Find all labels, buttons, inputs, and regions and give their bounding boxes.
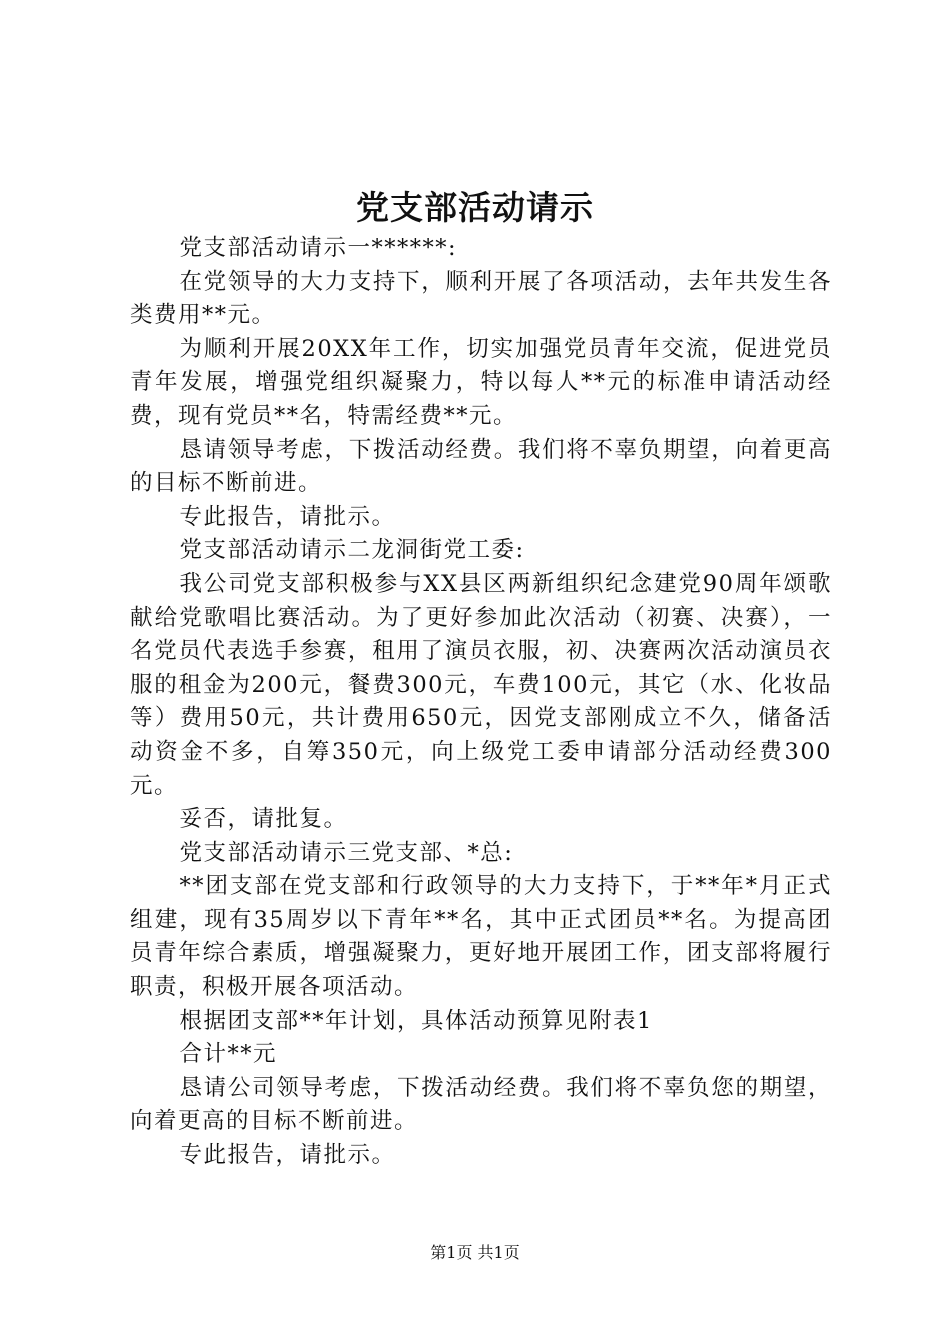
paragraph-12: 合计**元: [179, 1041, 278, 1068]
paragraph-4: 恳请领导考虑，下拨活动经费。我们将不辜负期望，向着更高的目标不断前进。: [130, 436, 832, 497]
paragraph-13: 恳请公司领导考虑，下拨活动经费。我们将不辜负您的期望，向着更高的目标不断前进。: [130, 1074, 832, 1135]
paragraph-3: 为顺利开展20XX年工作，切实加强党员青年交流，促进党员青年发展，增强党组织凝聚力，特以每人**元的标准申请活动经费，现有党员**名，特需经费**元。: [130, 335, 832, 429]
paragraph-5: 专此报告，请批示。: [179, 503, 396, 530]
paragraph-14: 专此报告，请批示。: [179, 1142, 396, 1169]
paragraph-2: 在党领导的大力支持下，顺利开展了各项活动，去年共发生各类费用**元。: [130, 268, 832, 329]
paragraph-10: **团支部在党支部和行政领导的大力支持下，于**年*月正式组建，现有35周岁以下青年**名，其中正式团员**名。为提高团员青年综合素质，增强凝聚力，更好地开展团工作，团支部将履行职责，积极开展各项活动。: [130, 873, 832, 1001]
paragraph-6: 党支部活动请示二龙洞街党工委:: [179, 537, 525, 564]
page-footer: 第1页 共1页: [430, 1243, 520, 1262]
paragraph-8: 妥否，请批复。: [179, 806, 348, 833]
paragraph-9: 党支部活动请示三党支部、*总:: [179, 839, 514, 866]
document-title: 党支部活动请示: [356, 188, 594, 227]
paragraph-1: 党支部活动请示一******:: [179, 235, 458, 261]
paragraph-7: 我公司党支部积极参与XX县区两新组织纪念建党90周年颂歌献给党歌唱比赛活动。为了更好参加此次活动（初赛、决赛），一名党员代表选手参赛，租用了演员衣服，初、决赛两次活动演员衣服的租金为200元，餐费300元，车费100元，其它（水、化妆品等）费用50元，共计费用650元，因党支部刚成立不久，储备活动资金不多，自筹350元，向上级党工委申请部分活动经费300元。: [130, 570, 832, 799]
document-body: [130, 232, 832, 1173]
paragraph-11: 根据团支部**年计划，具体活动预算见附表1: [179, 1007, 653, 1034]
